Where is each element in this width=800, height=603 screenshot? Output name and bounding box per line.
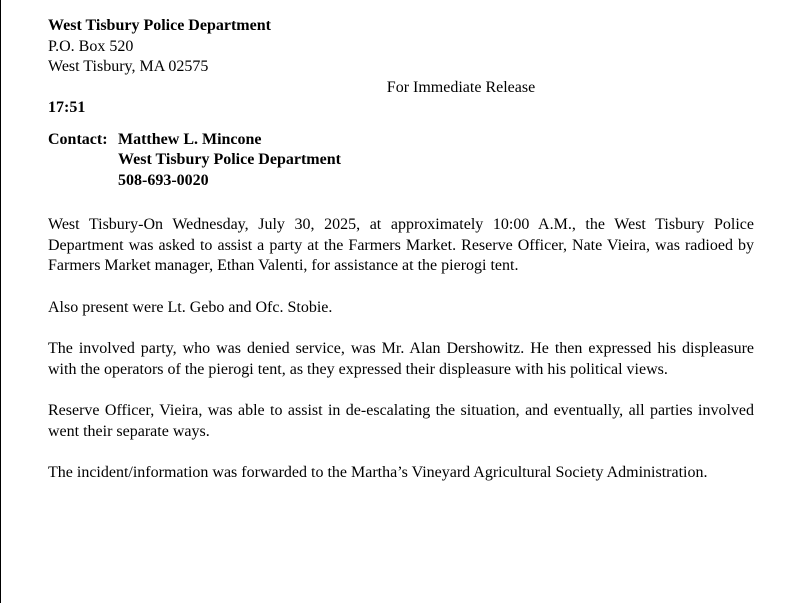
address-line-1: P.O. Box 520	[48, 37, 134, 55]
contact-department: West Tisbury Police Department	[118, 151, 341, 168]
press-release-document	[48, 16, 754, 484]
release-time: 17:51	[48, 99, 86, 116]
body-paragraph-3: The involved party, who was denied service, was Mr. Alan Dershowitz. He then expressed his displeasure with the operators of the pierogi tent, as they expressed their displeasure with his political views.	[48, 340, 754, 378]
contact-block	[48, 130, 754, 192]
left-border-line	[0, 0, 1, 603]
body-paragraph-5: The incident/information was forwarded to the Martha’s Vineyard Agricultural Society Administration.	[48, 464, 708, 481]
body-paragraph-2: Also present were Lt. Gebo and Ofc. Stobie.	[48, 298, 333, 316]
address-line-2: West Tisbury, MA 02575	[48, 58, 209, 75]
contact-details	[118, 130, 341, 192]
contact-phone: 508-693-0020	[118, 171, 209, 189]
body-paragraph-1: West Tisbury-On Wednesday, July 30, 2025, at approximately 10:00 A.M., the West Tisbury Police Department was asked to assist a party at the Farmers Market. Reserve Officer, Nate Vieira, was radioed by Farmers Market manager, Ethan Valenti, for assistance at the pierogi tent.	[48, 216, 754, 274]
contact-name: Matthew L. Mincone	[118, 130, 262, 148]
contact-label: Contact:	[48, 130, 108, 148]
release-notice: For Immediate Release	[386, 78, 536, 96]
body-paragraph-4: Reserve Officer, Vieira, was able to assist in de-escalating the situation, and eventually, all parties involved went their separate ways.	[48, 402, 754, 440]
department-name: West Tisbury Police Department	[48, 17, 271, 34]
